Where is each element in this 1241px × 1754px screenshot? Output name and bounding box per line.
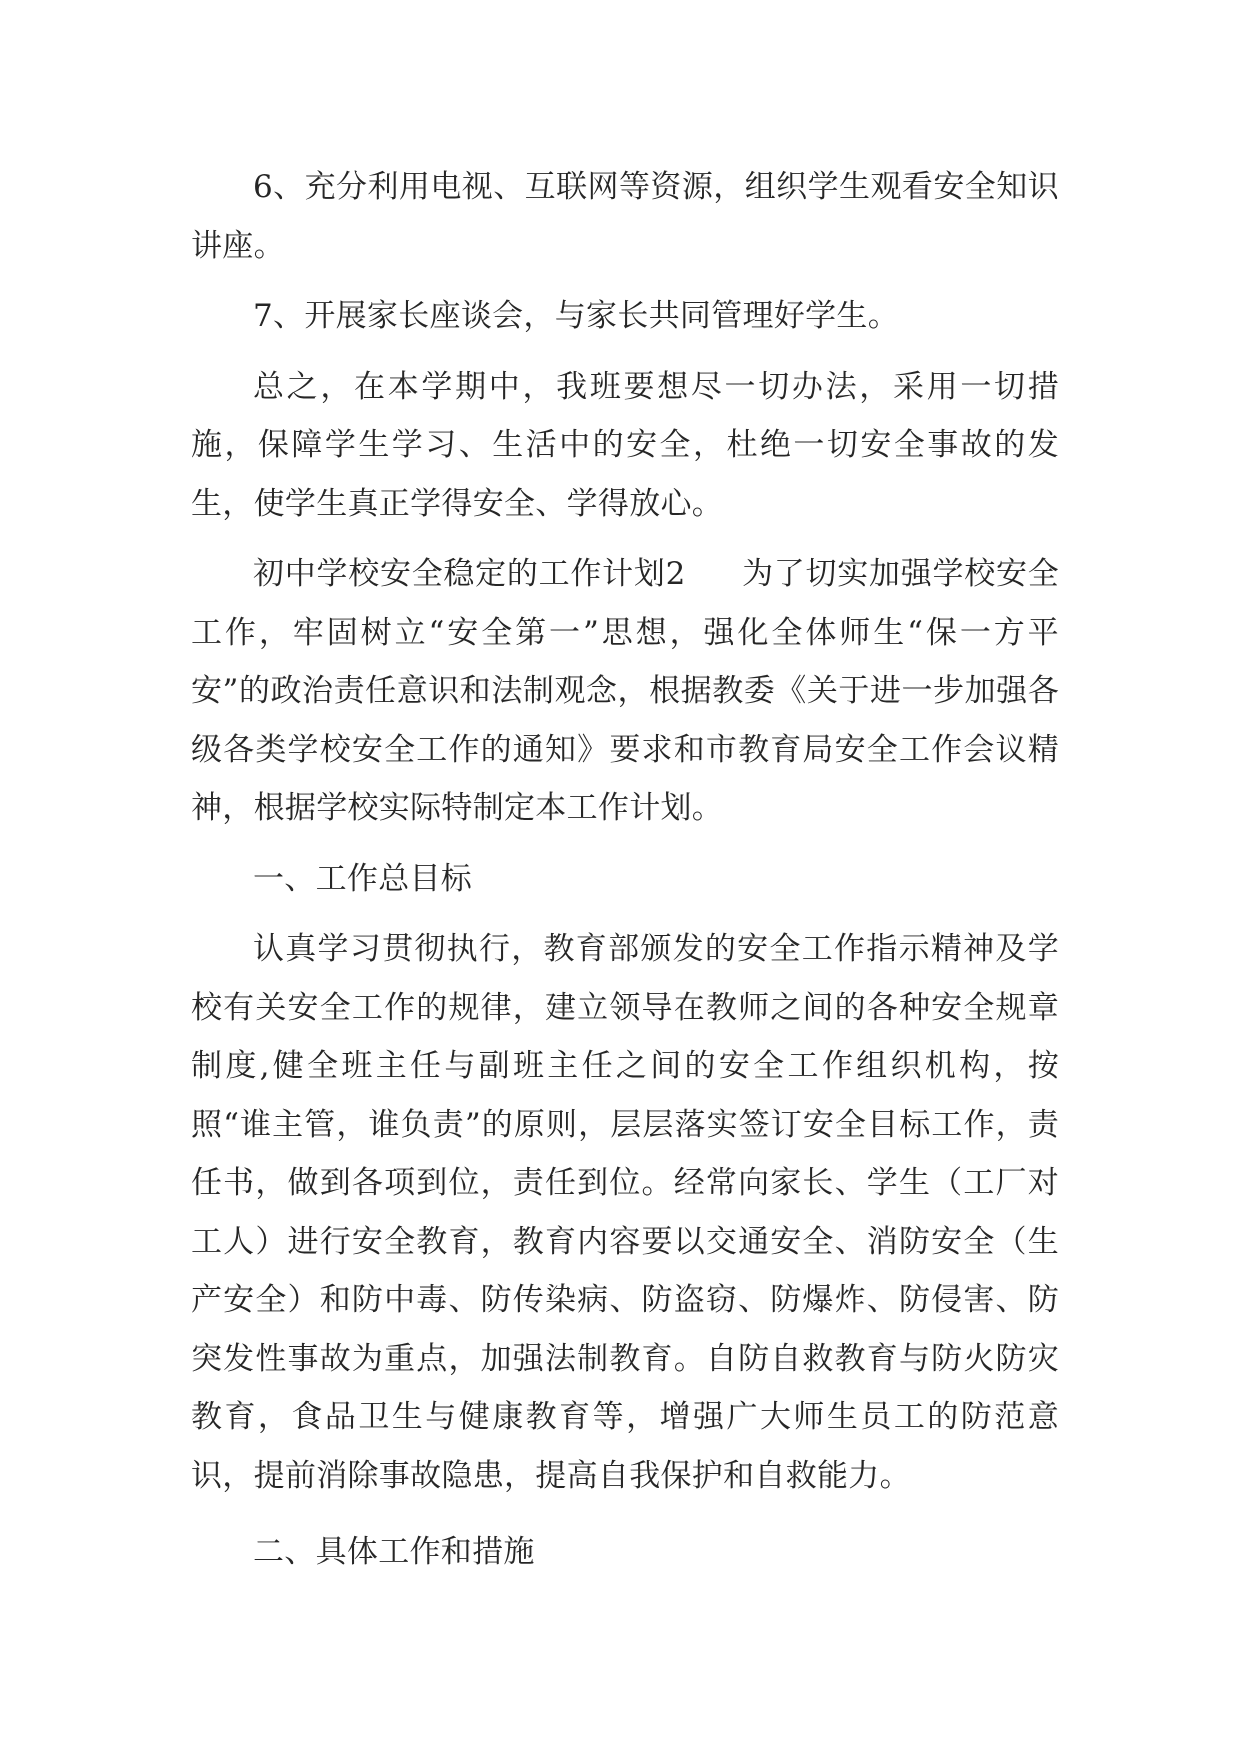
plan-title: 初中学校安全稳定的工作计划2: [253, 556, 686, 592]
paragraph-item-7: 7、开展家长座谈会，与家长共同管理好学生。: [253, 298, 900, 334]
paragraph-plan-intro: [191, 545, 1059, 838]
paragraph-summary: 总之，在本学期中，我班要想尽一切办法，采用一切措施，保障学生学习、生活中的安全，杜绝一切安全事故的发生，使学生真正学得安全、学得放心。: [191, 368, 1059, 522]
plan-intro-text: 为了切实加强学校安全工作，牢固树立“安全第一”思想，强化全体师生“保一方平安”的政治责任意识和法制观念，根据教委《关于进一步加强各级各类学校安全工作的通知》要求和市教育局安全工作会议精神，根据学校实际特制定本工作计划。: [191, 556, 1060, 826]
paragraph-goals: 认真学习贯彻执行，教育部颁发的安全工作指示精神及学校有关安全工作的规律，建立领导在教师之间的各种安全规章制度,健全班主任与副班主任之间的安全工作组织机构，按照“谁主管，谁负责”的原则，层层落实签订安全目标工作，责任书，做到各项到位，责任到位。经常向家长、学生（工厂对工人）进行安全教育，教育内容要以交通安全、消防安全（生产安全）和防中毒、防传染病、防盗窃、防爆炸、防侵害、防突发性事故为重点，加强法制教育。自防自救教育与防火防灾教育，食品卫生与健康教育等，增强广大师生员工的防范意识，提前消除事故隐患，提高自我保护和自救能力。: [191, 931, 1059, 1494]
section-heading-goals: 一、工作总目标: [253, 860, 473, 897]
section-heading-measures: 二、具体工作和措施: [253, 1534, 535, 1570]
document-body: [191, 158, 1059, 1582]
paragraph-item-6: 6、充分利用电视、互联网等资源，组织学生观看安全知识讲座。: [191, 169, 1059, 264]
